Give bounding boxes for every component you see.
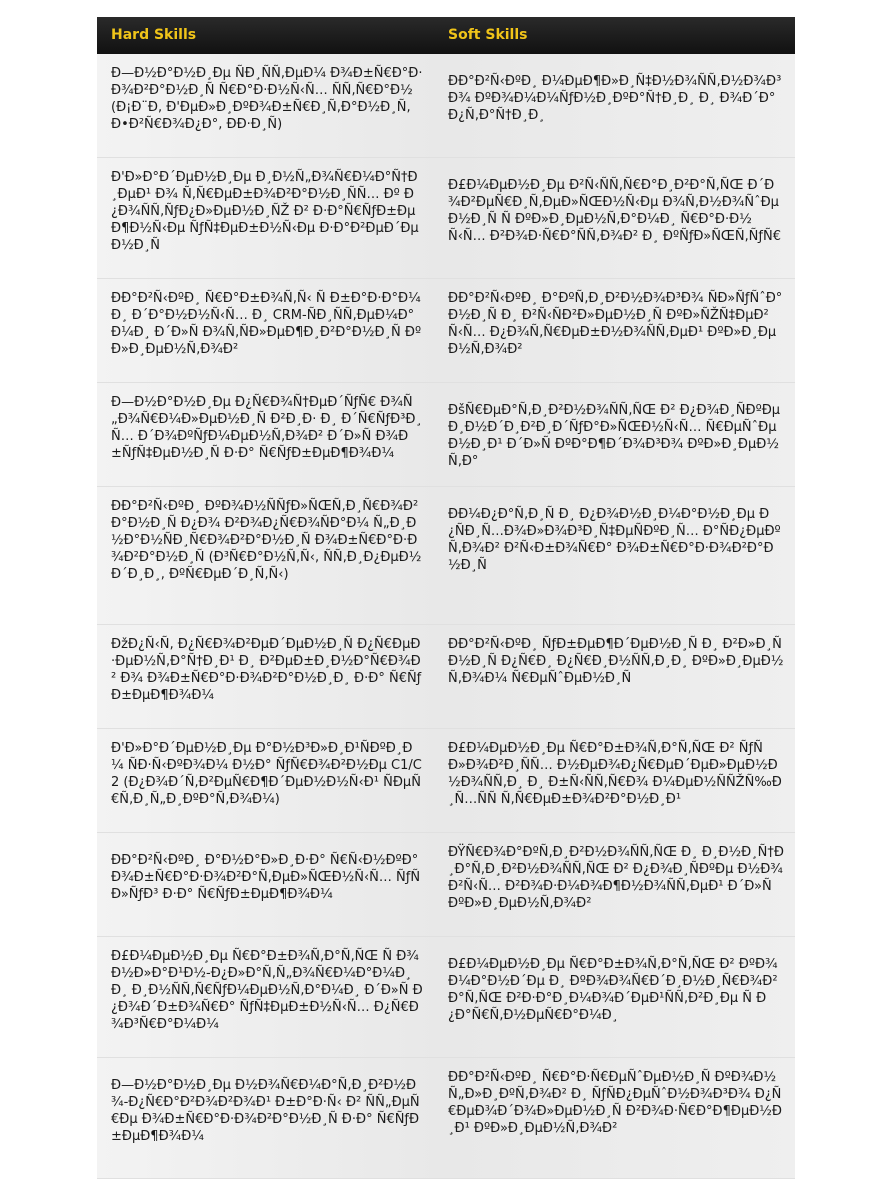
soft-skill-cell: Ð£Ð¼ÐµÐ½Ð¸Ðµ Ð²Ñ‹ÑÑ‚Ñ€Ð°Ð¸Ð²Ð°Ñ‚ÑŒ Ð´Ð¾Ð²ÐµÑ€Ð¸Ñ‚ÐµÐ»ÑŒÐ½Ñ‹Ðµ Ð¾Ñ‚Ð½Ð¾ÑˆÐµÐ½Ð¸Ñ Ñ ÐºÐ»Ð¸ÐµÐ½Ñ‚Ð°Ð¼Ð¸ Ñ€Ð°Ð·Ð½Ñ‹Ñ… Ð²Ð¾Ð·Ñ€Ð°ÑÑ‚Ð¾Ð² Ð¸ ÐºÑƒÐ»ÑŒÑ‚ÑƒÑ€ xyxy=(448,178,781,244)
table-row xyxy=(97,625,795,729)
skills-table xyxy=(97,17,795,1179)
hard-skill-cell: Ð—Ð½Ð°Ð½Ð¸Ðµ Ð¿Ñ€Ð¾Ñ†ÐµÐ´ÑƒÑ€ Ð¾Ñ„Ð¾Ñ€Ð¼Ð»ÐµÐ½Ð¸Ñ Ð²Ð¸Ð· Ð¸ Ð´Ñ€ÑƒÐ³Ð¸Ñ… Ð´Ð¾ÐºÑƒÐ¼ÐµÐ½Ñ‚Ð¾Ð² Ð´Ð»Ñ Ð¾Ð±ÑƒÑ‡ÐµÐ½Ð¸Ñ Ð·Ð° Ñ€ÑƒÐ±ÐµÐ¶Ð¾Ð¼ xyxy=(111,395,422,461)
hard-skill-cell: Ð—Ð½Ð°Ð½Ð¸Ðµ Ð½Ð¾Ñ€Ð¼Ð°Ñ‚Ð¸Ð²Ð½Ð¾-Ð¿Ñ€Ð°Ð²Ð¾Ð²Ð¾Ð¹ Ð±Ð°Ð·Ñ‹ Ð² ÑÑ„ÐµÑ€Ðµ Ð¾Ð±Ñ€Ð°Ð·Ð¾Ð²Ð°Ð½Ð¸Ñ Ð·Ð° Ñ€ÑƒÐ±ÐµÐ¶Ð¾Ð¼ xyxy=(111,1078,420,1144)
soft-skill-cell: Ð£Ð¼ÐµÐ½Ð¸Ðµ Ñ€Ð°Ð±Ð¾Ñ‚Ð°Ñ‚ÑŒ Ð² ÐºÐ¾Ð¼Ð°Ð½Ð´Ðµ Ð¸ ÐºÐ¾Ð¾Ñ€Ð´Ð¸Ð½Ð¸Ñ€Ð¾Ð²Ð°Ñ‚ÑŒ Ð²Ð·Ð°Ð¸Ð¼Ð¾Ð´ÐµÐ¹ÑÑ‚Ð²Ð¸Ðµ Ñ Ð¿Ð°Ñ€Ñ‚Ð½ÐµÑ€Ð°Ð¼Ð¸ xyxy=(448,957,778,1023)
table-row xyxy=(97,729,795,833)
header-soft-skills: Soft Skills xyxy=(448,27,528,43)
hard-skill-cell: ÐžÐ¿Ñ‹Ñ‚ Ð¿Ñ€Ð¾Ð²ÐµÐ´ÐµÐ½Ð¸Ñ Ð¿Ñ€ÐµÐ·ÐµÐ½Ñ‚Ð°Ñ†Ð¸Ð¹ Ð¸ Ð²ÐµÐ±Ð¸Ð½Ð°Ñ€Ð¾Ð² Ð¾ Ð¾Ð±Ñ€Ð°Ð·Ð¾Ð²Ð°Ð½Ð¸Ð¸ Ð·Ð° Ñ€ÑƒÐ±ÐµÐ¶Ð¾Ð¼ xyxy=(111,637,422,703)
hard-skill-cell: Ð—Ð½Ð°Ð½Ð¸Ðµ ÑÐ¸ÑÑ‚ÐµÐ¼ Ð¾Ð±Ñ€Ð°Ð·Ð¾Ð²Ð°Ð½Ð¸Ñ Ñ€Ð°Ð·Ð½Ñ‹Ñ… ÑÑ‚Ñ€Ð°Ð½ (Ð¡Ð¨Ð, Ð'ÐµÐ»Ð¸ÐºÐ¾Ð±Ñ€Ð¸Ñ‚Ð°Ð½Ð¸Ñ, Ð•Ð²Ñ€Ð¾Ð¿Ð°, ÐÐ·Ð¸Ñ) xyxy=(111,66,423,132)
hard-skill-cell: Ð£Ð¼ÐµÐ½Ð¸Ðµ Ñ€Ð°Ð±Ð¾Ñ‚Ð°Ñ‚ÑŒ Ñ Ð¾Ð½Ð»Ð°Ð¹Ð½-Ð¿Ð»Ð°Ñ‚Ñ„Ð¾Ñ€Ð¼Ð°Ð¼Ð¸ Ð¸ Ð¸Ð½ÑÑ‚Ñ€ÑƒÐ¼ÐµÐ½Ñ‚Ð°Ð¼Ð¸ Ð´Ð»Ñ Ð¿Ð¾Ð´Ð±Ð¾Ñ€Ð° ÑƒÑ‡ÐµÐ±Ð½Ñ‹Ñ… Ð¿Ñ€Ð¾Ð³Ñ€Ð°Ð¼Ð¼ xyxy=(111,949,423,1032)
soft-skill-cell: ÐÐ°Ð²Ñ‹ÐºÐ¸ ÑƒÐ±ÐµÐ¶Ð´ÐµÐ½Ð¸Ñ Ð¸ Ð²Ð»Ð¸ÑÐ½Ð¸Ñ Ð¿Ñ€Ð¸ Ð¿Ñ€Ð¸Ð½ÑÑ‚Ð¸Ð¸ ÐºÐ»Ð¸ÐµÐ½Ñ‚Ð¾Ð¼ Ñ€ÐµÑˆÐµÐ½Ð¸Ñ xyxy=(448,637,784,686)
hard-skill-cell: ÐÐ°Ð²Ñ‹ÐºÐ¸ ÐºÐ¾Ð½ÑÑƒÐ»ÑŒÑ‚Ð¸Ñ€Ð¾Ð²Ð°Ð½Ð¸Ñ Ð¿Ð¾ Ð²Ð¾Ð¿Ñ€Ð¾ÑÐ°Ð¼ Ñ„Ð¸Ð½Ð°Ð½ÑÐ¸Ñ€Ð¾Ð²Ð°Ð½Ð¸Ñ Ð¾Ð±Ñ€Ð°Ð·Ð¾Ð²Ð°Ð½Ð¸Ñ (Ð³Ñ€Ð°Ð½Ñ‚Ñ‹, ÑÑ‚Ð¸Ð¿ÐµÐ½Ð´Ð¸Ð¸, ÐºÑ€ÐµÐ´Ð¸Ñ‚Ñ‹) xyxy=(111,499,422,582)
hard-skill-cell: Ð'Ð»Ð°Ð´ÐµÐ½Ð¸Ðµ Ð°Ð½Ð³Ð»Ð¸Ð¹ÑÐºÐ¸Ð¼ ÑÐ·Ñ‹ÐºÐ¾Ð¼ Ð½Ð° ÑƒÑ€Ð¾Ð²Ð½Ðµ C1/C2 (Ð¿Ð¾Ð´Ñ‚Ð²ÐµÑ€Ð¶Ð´ÐµÐ½Ð½Ñ‹Ð¹ ÑÐµÑ€Ñ‚Ð¸Ñ„Ð¸ÐºÐ°Ñ‚Ð¾Ð¼) xyxy=(111,741,422,807)
table-row xyxy=(97,383,795,487)
soft-skill-cell: ÐšÑ€ÐµÐ°Ñ‚Ð¸Ð²Ð½Ð¾ÑÑ‚ÑŒ Ð² Ð¿Ð¾Ð¸ÑÐºÐµ Ð¸Ð½Ð´Ð¸Ð²Ð¸Ð´ÑƒÐ°Ð»ÑŒÐ½Ñ‹Ñ… Ñ€ÐµÑˆÐµÐ½Ð¸Ð¹ Ð´Ð»Ñ ÐºÐ°Ð¶Ð´Ð¾Ð³Ð¾ ÐºÐ»Ð¸ÐµÐ½Ñ‚Ð° xyxy=(448,403,781,469)
table-row xyxy=(97,937,795,1058)
table-header xyxy=(97,17,795,54)
table-row xyxy=(97,1058,795,1179)
soft-skill-cell: ÐÐ°Ð²Ñ‹ÐºÐ¸ Ñ€Ð°Ð·Ñ€ÐµÑˆÐµÐ½Ð¸Ñ ÐºÐ¾Ð½Ñ„Ð»Ð¸ÐºÑ‚Ð¾Ð² Ð¸ ÑƒÑÐ¿ÐµÑˆÐ½Ð¾Ð³Ð¾ Ð¿Ñ€ÐµÐ¾Ð´Ð¾Ð»ÐµÐ½Ð¸Ñ Ð²Ð¾Ð·Ñ€Ð°Ð¶ÐµÐ½Ð¸Ð¹ ÐºÐ»Ð¸ÐµÐ½Ñ‚Ð¾Ð² xyxy=(448,1070,782,1136)
soft-skill-cell: ÐÐ°Ð²Ñ‹ÐºÐ¸ Ð°ÐºÑ‚Ð¸Ð²Ð½Ð¾Ð³Ð¾ ÑÐ»ÑƒÑˆÐ°Ð½Ð¸Ñ Ð¸ Ð²Ñ‹ÑÐ²Ð»ÐµÐ½Ð¸Ñ ÐºÐ»ÑŽÑ‡ÐµÐ²Ñ‹Ñ… Ð¿Ð¾Ñ‚Ñ€ÐµÐ±Ð½Ð¾ÑÑ‚ÐµÐ¹ ÐºÐ»Ð¸ÐµÐ½Ñ‚Ð¾Ð² xyxy=(448,291,783,357)
hard-skill-cell: ÐÐ°Ð²Ñ‹ÐºÐ¸ Ñ€Ð°Ð±Ð¾Ñ‚Ñ‹ Ñ Ð±Ð°Ð·Ð°Ð¼Ð¸ Ð´Ð°Ð½Ð½Ñ‹Ñ… Ð¸ CRM-ÑÐ¸ÑÑ‚ÐµÐ¼Ð°Ð¼Ð¸ Ð´Ð»Ñ Ð¾Ñ‚ÑÐ»ÐµÐ¶Ð¸Ð²Ð°Ð½Ð¸Ñ ÐºÐ»Ð¸ÐµÐ½Ñ‚Ð¾Ð² xyxy=(111,291,422,357)
soft-skill-cell: ÐÐ°Ð²Ñ‹ÐºÐ¸ Ð¼ÐµÐ¶Ð»Ð¸Ñ‡Ð½Ð¾ÑÑ‚Ð½Ð¾Ð³Ð¾ ÐºÐ¾Ð¼Ð¼ÑƒÐ½Ð¸ÐºÐ°Ñ†Ð¸Ð¸ Ð¸ Ð¾Ð´Ð°Ð¿Ñ‚Ð°Ñ†Ð¸Ð¸ xyxy=(448,74,782,123)
hard-skill-cell: Ð'Ð»Ð°Ð´ÐµÐ½Ð¸Ðµ Ð¸Ð½Ñ„Ð¾Ñ€Ð¼Ð°Ñ†Ð¸ÐµÐ¹ Ð¾ Ñ‚Ñ€ÐµÐ±Ð¾Ð²Ð°Ð½Ð¸ÑÑ… Ðº Ð¿Ð¾ÑÑ‚ÑƒÐ¿Ð»ÐµÐ½Ð¸ÑŽ Ð² Ð·Ð°Ñ€ÑƒÐ±ÐµÐ¶Ð½Ñ‹Ðµ ÑƒÑ‡ÐµÐ±Ð½Ñ‹Ðµ Ð·Ð°Ð²ÐµÐ´ÐµÐ½Ð¸Ñ xyxy=(111,170,419,253)
soft-skill-cell: ÐÐ¼Ð¿Ð°Ñ‚Ð¸Ñ Ð¸ Ð¿Ð¾Ð½Ð¸Ð¼Ð°Ð½Ð¸Ðµ Ð¿ÑÐ¸Ñ…Ð¾Ð»Ð¾Ð³Ð¸Ñ‡ÐµÑÐºÐ¸Ñ… Ð°ÑÐ¿ÐµÐºÑ‚Ð¾Ð² Ð²Ñ‹Ð±Ð¾Ñ€Ð° Ð¾Ð±Ñ€Ð°Ð·Ð¾Ð²Ð°Ð½Ð¸Ñ xyxy=(448,507,781,573)
table-row xyxy=(97,487,795,625)
table-row xyxy=(97,54,795,158)
table-row xyxy=(97,158,795,279)
table-row xyxy=(97,279,795,383)
hard-skill-cell: ÐÐ°Ð²Ñ‹ÐºÐ¸ Ð°Ð½Ð°Ð»Ð¸Ð·Ð° Ñ€Ñ‹Ð½ÐºÐ° Ð¾Ð±Ñ€Ð°Ð·Ð¾Ð²Ð°Ñ‚ÐµÐ»ÑŒÐ½Ñ‹Ñ… ÑƒÑÐ»ÑƒÐ³ Ð·Ð° Ñ€ÑƒÐ±ÐµÐ¶Ð¾Ð¼ xyxy=(111,853,421,902)
soft-skill-cell: ÐŸÑ€Ð¾Ð°ÐºÑ‚Ð¸Ð²Ð½Ð¾ÑÑ‚ÑŒ Ð¸ Ð¸Ð½Ð¸Ñ†Ð¸Ð°Ñ‚Ð¸Ð²Ð½Ð¾ÑÑ‚ÑŒ Ð² Ð¿Ð¾Ð¸ÑÐºÐµ Ð½Ð¾Ð²Ñ‹Ñ… Ð²Ð¾Ð·Ð¼Ð¾Ð¶Ð½Ð¾ÑÑ‚ÐµÐ¹ Ð´Ð»Ñ ÐºÐ»Ð¸ÐµÐ½Ñ‚Ð¾Ð² xyxy=(448,845,784,911)
header-hard-skills: Hard Skills xyxy=(111,27,197,43)
table-row xyxy=(97,833,795,937)
soft-skill-cell: Ð£Ð¼ÐµÐ½Ð¸Ðµ Ñ€Ð°Ð±Ð¾Ñ‚Ð°Ñ‚ÑŒ Ð² ÑƒÑÐ»Ð¾Ð²Ð¸ÑÑ… Ð½ÐµÐ¾Ð¿Ñ€ÐµÐ´ÐµÐ»ÐµÐ½Ð½Ð¾ÑÑ‚Ð¸ Ð¸ Ð±Ñ‹ÑÑ‚Ñ€Ð¾ Ð¼ÐµÐ½ÑÑŽÑ‰Ð¸Ñ…ÑÑ Ñ‚Ñ€ÐµÐ±Ð¾Ð²Ð°Ð½Ð¸Ð¹ xyxy=(448,741,782,807)
